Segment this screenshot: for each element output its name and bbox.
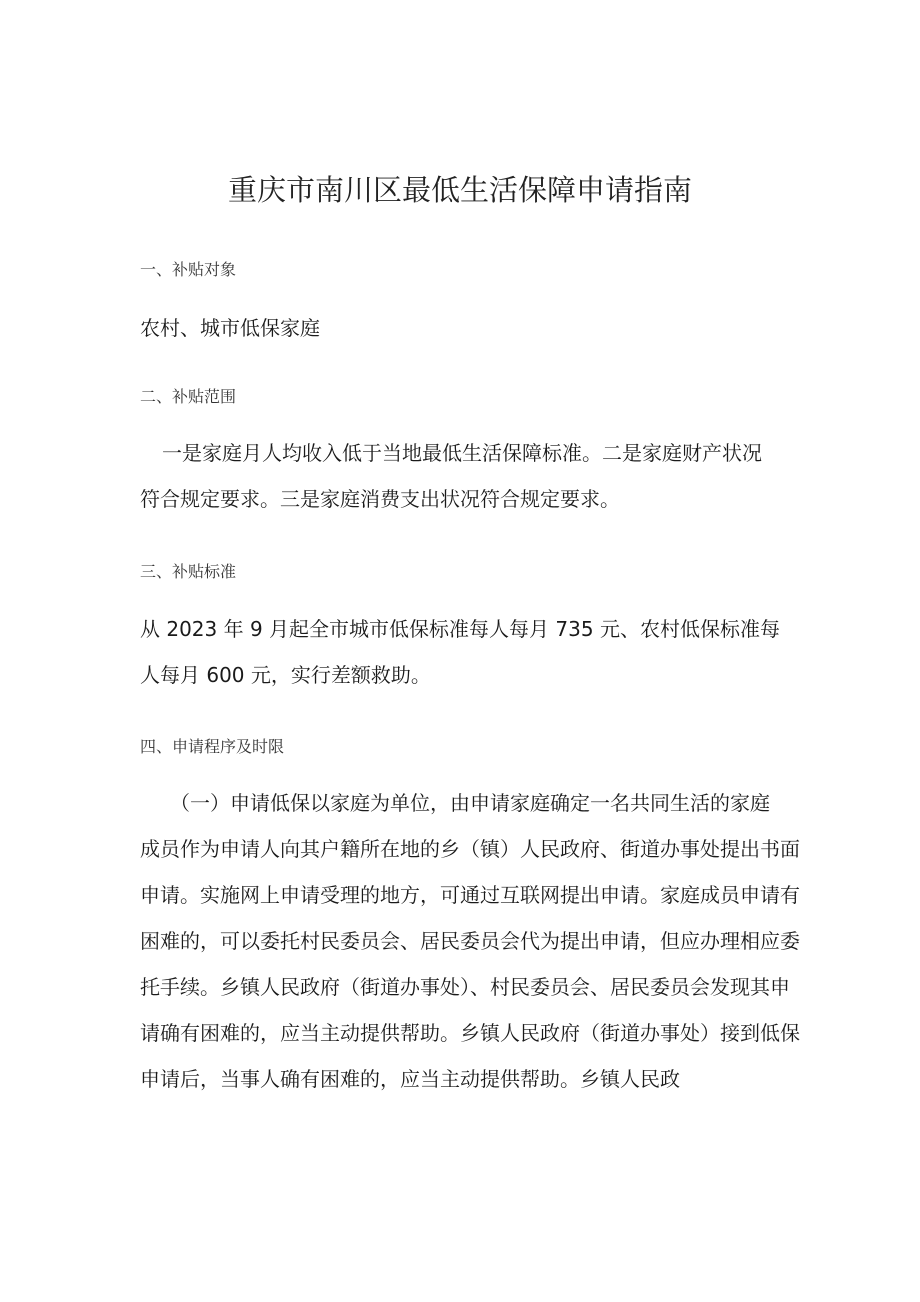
section-heading-2: 二、补贴范围 bbox=[140, 387, 237, 406]
body-line: 申请。实施网上申请受理的地方，可通过互联网提出申请。家庭成员申请有 bbox=[140, 883, 800, 907]
body-line: （一）申请低保以家庭为单位，由申请家庭确定一名共同生活的家庭 bbox=[170, 791, 770, 815]
section-body-2 bbox=[140, 430, 820, 522]
body-line: 符合规定要求。三是家庭消费支出状况符合规定要求。 bbox=[140, 487, 620, 511]
body-line: 请确有困难的，应当主动提供帮助。乡镇人民政府（街道办事处）接到低保 bbox=[140, 1021, 800, 1045]
body-line: 农村、城市低保家庭 bbox=[140, 316, 320, 340]
body-line: 从 2023 年 9 月起全市城市低保标准每人每月 735 元、农村低保标准每 bbox=[140, 617, 780, 641]
section-body-1 bbox=[140, 305, 820, 351]
section-heading-3: 三、补贴标准 bbox=[140, 562, 237, 581]
body-line: 成员作为申请人向其户籍所在地的乡（镇）人民政府、街道办事处提出书面 bbox=[140, 837, 800, 861]
section-heading-1: 一、补贴对象 bbox=[140, 260, 237, 279]
body-line: 一是家庭月人均收入低于当地最低生活保障标准。二是家庭财产状况 bbox=[162, 441, 762, 465]
body-line: 困难的，可以委托村民委员会、居民委员会代为提出申请，但应办理相应委 bbox=[140, 929, 800, 953]
body-line: 申请后，当事人确有困难的，应当主动提供帮助。乡镇人民政 bbox=[140, 1067, 680, 1091]
section-heading-4: 四、申请程序及时限 bbox=[140, 737, 285, 756]
body-line: 人每月 600 元，实行差额救助。 bbox=[140, 663, 431, 687]
section-body-4 bbox=[140, 780, 820, 1102]
body-line: 托手续。乡镇人民政府（街道办事处）、村民委员会、居民委员会发现其申 bbox=[140, 975, 790, 999]
section-body-3 bbox=[140, 606, 820, 698]
document-title: 重庆市南川区最低生活保障申请指南 bbox=[227, 173, 692, 207]
